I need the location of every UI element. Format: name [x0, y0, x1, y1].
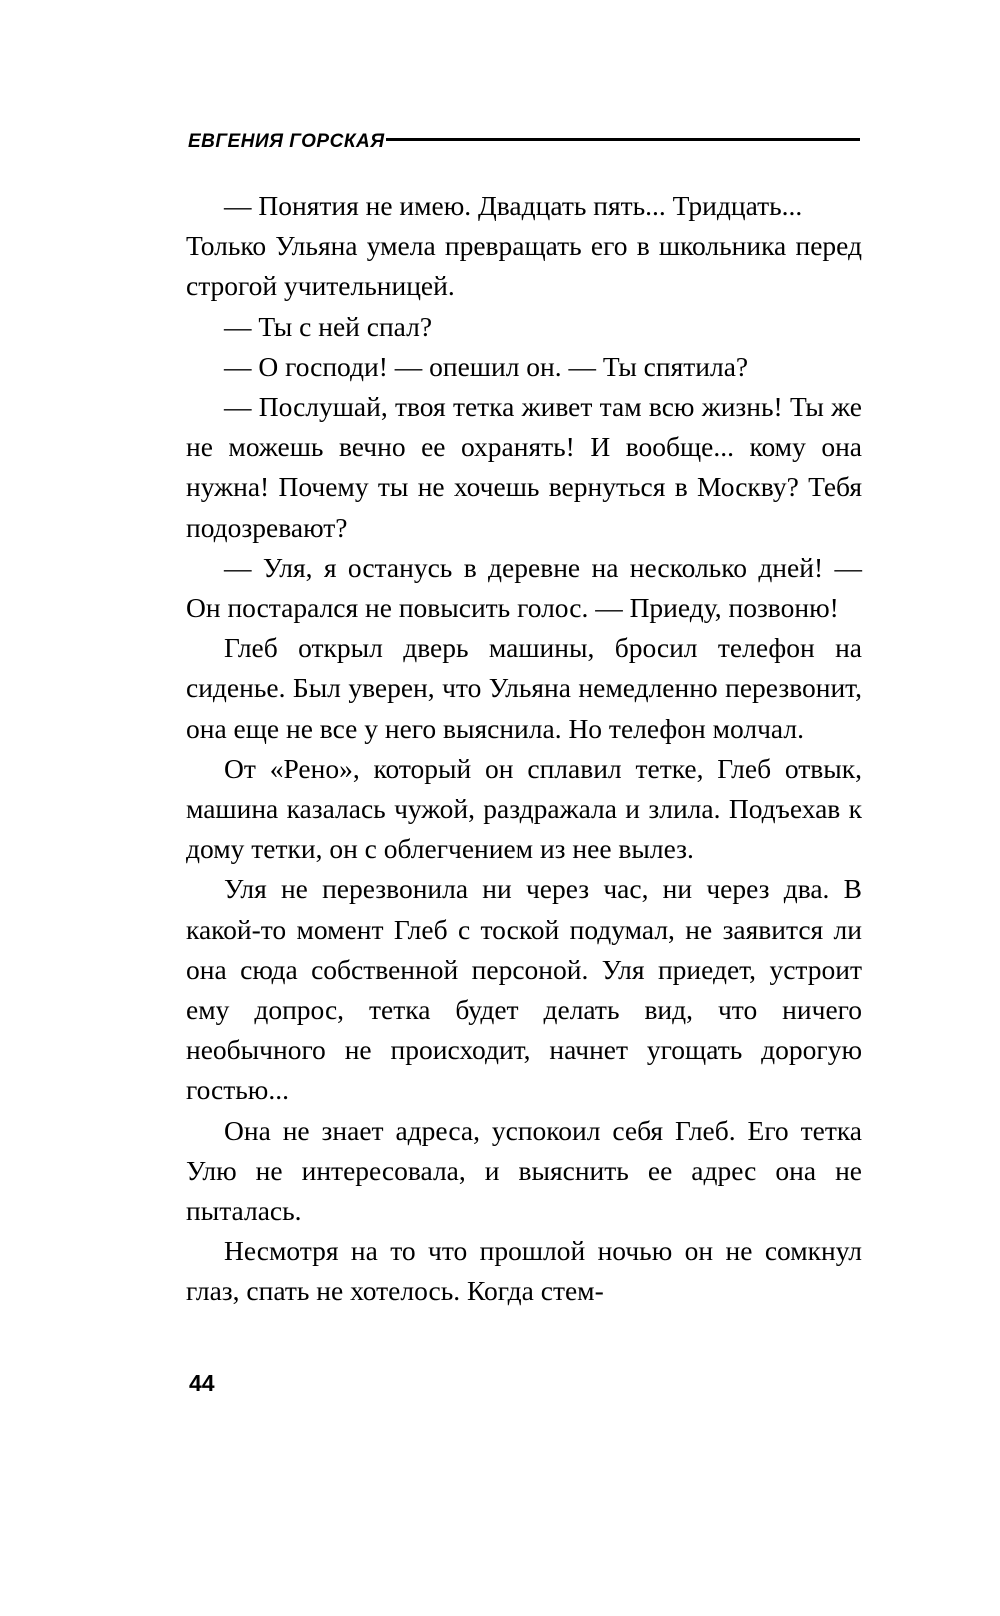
paragraph: — Понятия не имею. Двадцать пять... Тридцать... — [224, 190, 803, 221]
paragraph: Глеб открыл дверь машины, бросил телефон на сиденье. Был уверен, что Ульяна немедленно перезвонит, она еще не все у него выяснила. Но телефон молчал. — [186, 632, 862, 744]
paragraph: Уля не перезвонила ни через час, ни через два. В какой-то момент Глеб с тоской подумал, не заявится ли она сюда собственной персоной. Уля приедет, устроит ему допрос, тетка будет делать вид, что ничего необычного не происходит, начнет угощать дорогую гостью... — [186, 873, 862, 1106]
author-name: ЕВГЕНИЯ ГОРСКАЯ — [188, 130, 385, 152]
paragraph: Только Ульяна умела превращать его в школьника перед строгой учительницей. — [186, 230, 862, 302]
paragraph: От «Рено», который он сплавил тетке, Глеб отвык, машина казалась чужой, раздражала и злила. Подъехав к дому тетки, он с облегчением из нее вылез. — [186, 752, 862, 865]
body-text — [186, 186, 862, 1312]
paragraph: — О господи! — опешил он. — Ты спятила? — [224, 350, 749, 382]
paragraph: — Уля, я останусь в деревне на несколько дней! — Он постарался не повысить голос. — Приеду, позвоню! — [186, 551, 862, 624]
paragraph: Несмотря на то что прошлой ночью он не сомкнул глаз, спать не хотелось. Когда стем- — [186, 1235, 862, 1307]
paragraph: — Послушай, твоя тетка живет там всю жизнь! Ты же не можешь вечно ее охранять! И вообще... кому она нужна! Почему ты не хочешь вернуться в Москву? Тебя подозревают? — [186, 391, 862, 543]
header-rule — [386, 138, 860, 141]
paragraph: — Ты с ней спал? — [224, 310, 433, 342]
page-header — [188, 124, 860, 158]
paragraph: Она не знает адреса, успокоил себя Глеб. Его тетка Улю не интересовала, и выяснить ее адрес она не пыталась. — [186, 1114, 862, 1227]
page-number: 44 — [189, 1370, 215, 1396]
